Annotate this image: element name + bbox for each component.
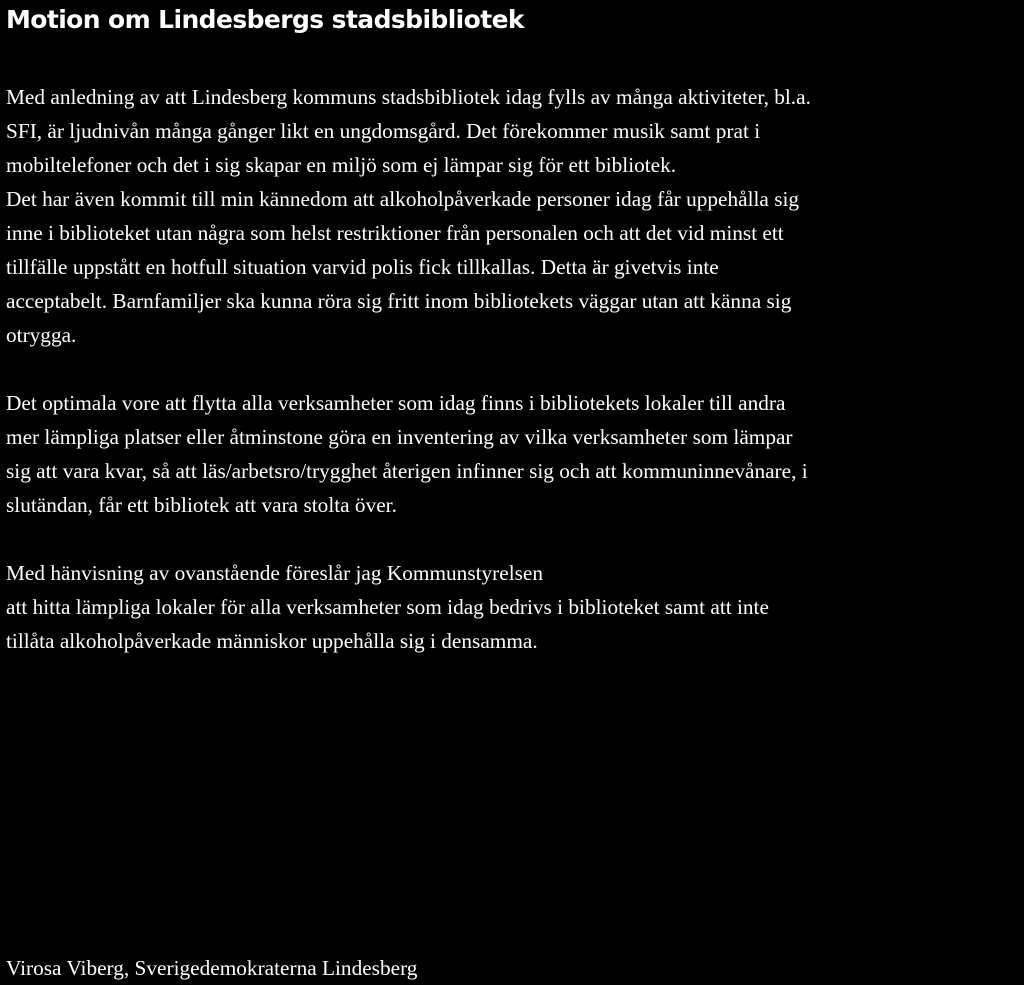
text-line: SFI, är ljudnivån många gånger likt en ungdomsgård. Det förekommer musik samt prat i <box>6 119 761 143</box>
text-line: tillåta alkoholpåverkade människor uppehålla sig i densamma. <box>6 629 538 653</box>
text-line: inne i biblioteket utan några som helst restriktioner från personalen och att det vid minst ett <box>6 221 784 245</box>
paragraph-motion <box>6 556 1018 658</box>
text-line: Det har även kommit till min kännedom att alkoholpåverkade personer idag får uppehålla sig <box>6 187 800 211</box>
text-line: mobiltelefoner och det i sig skapar en miljö som ej lämpar sig för ett bibliotek. <box>6 153 677 177</box>
signature: Virosa Viberg, Sverigedemokraterna Lindesberg <box>6 956 418 980</box>
text-line: sig att vara kvar, så att läs/arbetsro/trygghet återigen infinner sig och att kommuninnevånare, i <box>6 459 808 483</box>
text-line: Det optimala vore att flytta alla verksamheter som idag finns i bibliotekets lokaler till andra <box>6 391 786 415</box>
text-line: acceptabelt. Barnfamiljer ska kunna röra sig fritt inom bibliotekets väggar utan att känna sig <box>6 289 792 313</box>
text-line: Med hänvisning av ovanstående föreslår jag Kommunstyrelsen <box>6 561 544 585</box>
document-page <box>6 0 1018 658</box>
text-line: tillfälle uppstått en hotfull situation varvid polis fick tillkallas. Detta är givetvis inte <box>6 255 719 279</box>
document-title: Motion om Lindesbergs stadsbibliotek <box>6 5 524 34</box>
paragraph-proposal <box>6 386 1018 522</box>
paragraph-background <box>6 80 1018 352</box>
text-line: Med anledning av att Lindesberg kommuns stadsbibliotek idag fylls av många aktiviteter, bl.a. <box>6 85 811 109</box>
text-line: otrygga. <box>6 323 77 347</box>
text-line: att hitta lämpliga lokaler för alla verksamheter som idag bedrivs i biblioteket samt att inte <box>6 595 769 619</box>
text-line: slutändan, får ett bibliotek att vara stolta över. <box>6 493 397 517</box>
text-line: mer lämpliga platser eller åtminstone göra en inventering av vilka verksamheter som lämpar <box>6 425 793 449</box>
